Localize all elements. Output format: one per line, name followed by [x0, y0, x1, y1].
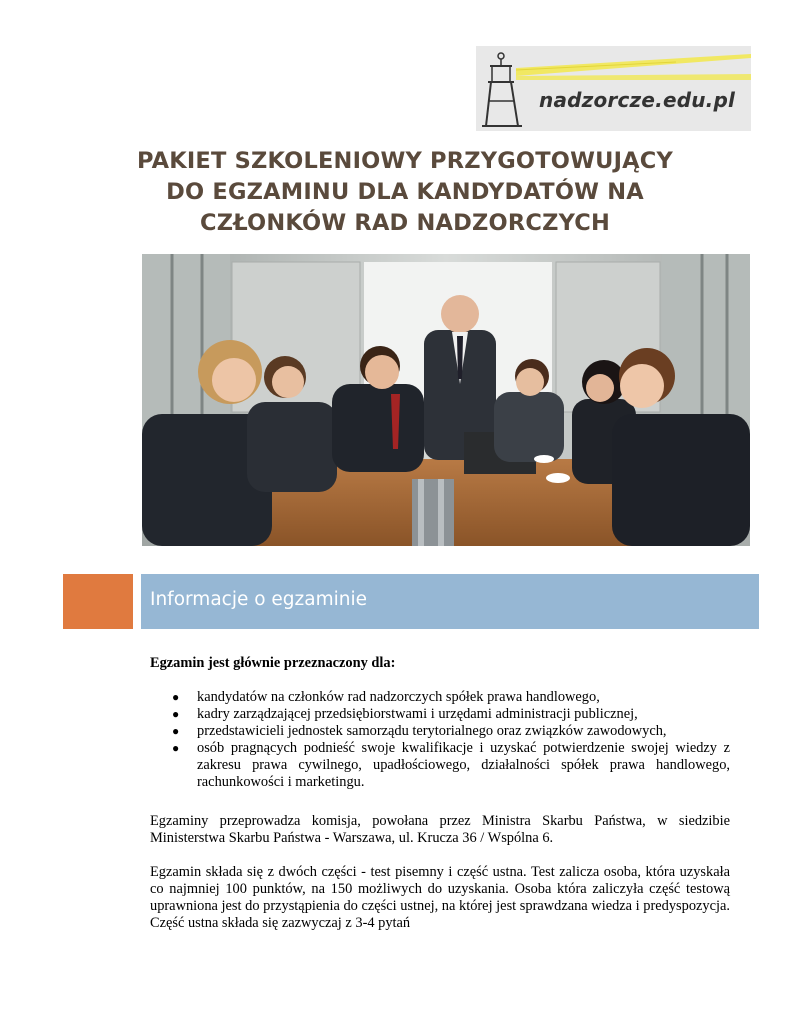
lead-text: Egzamin jest głównie przeznaczony dla: [150, 655, 396, 671]
logo-text: nadzorcze.edu.pl [539, 88, 736, 112]
accent-square [63, 574, 133, 629]
list-item [150, 740, 730, 791]
list-item [150, 706, 730, 723]
title-line: CZŁONKÓW RAD NADZORCZYCH [199, 210, 611, 236]
audience-list [150, 689, 730, 791]
list-item [150, 689, 730, 706]
list-item-text: przedstawicieli jednostek samorządu terytorialnego oraz związków zawodowych, [197, 723, 667, 739]
bullet-icon: ● [172, 724, 180, 738]
title-line: DO EGZAMINU DLA KANDYDATÓW NA [166, 179, 644, 205]
bullet-icon: ● [172, 707, 180, 721]
section-header [63, 574, 759, 629]
list-item-text: kandydatów na członków rad nadzorczych spółek prawa handlowego, [197, 689, 600, 705]
list-item [150, 723, 730, 740]
body-content [150, 655, 730, 949]
list-item-text: kadry zarządzającej przedsiębiorstwami i urzędami administracji publicznej, [197, 706, 638, 722]
section-title: Informacje o egzaminie [150, 589, 368, 610]
list-item-text: osób pragnących podnieść swoje kwalifikacje i uzyskać potwierdzenie swojej wiedzy z zakresu prawa cywilnego, upadłościowego, działalności spółek prawa handlowego, rachunkowości i marketingu. [197, 740, 730, 790]
logo [476, 46, 751, 131]
paragraph: Egzamin składa się z dwóch części - test pisemny i część ustna. Test zalicza osoba, która uzyskała co najmniej 100 punktów, na 150 możliwych do uzyskania. Osoba która zaliczyła część testową uprawniona jest do przystąpienia do części ustnej, na której jest sprawdzana wiedza i predyspozycja. Część ustna składa się zazwyczaj z 3-4 pytań [150, 864, 730, 931]
title-line: PAKIET SZKOLENIOWY PRZYGOTOWUJĄCY [136, 148, 674, 174]
page-title [100, 146, 710, 239]
meeting-photo [142, 254, 750, 546]
bullet-icon: ● [172, 690, 180, 704]
paragraph: Egzaminy przeprowadza komisja, powołana przez Ministra Skarbu Państwa, w siedzibie Ministerstwa Skarbu Państwa - Warszawa, ul. Krucza 36 / Wspólna 6. [150, 813, 730, 846]
bullet-icon: ● [172, 741, 180, 755]
